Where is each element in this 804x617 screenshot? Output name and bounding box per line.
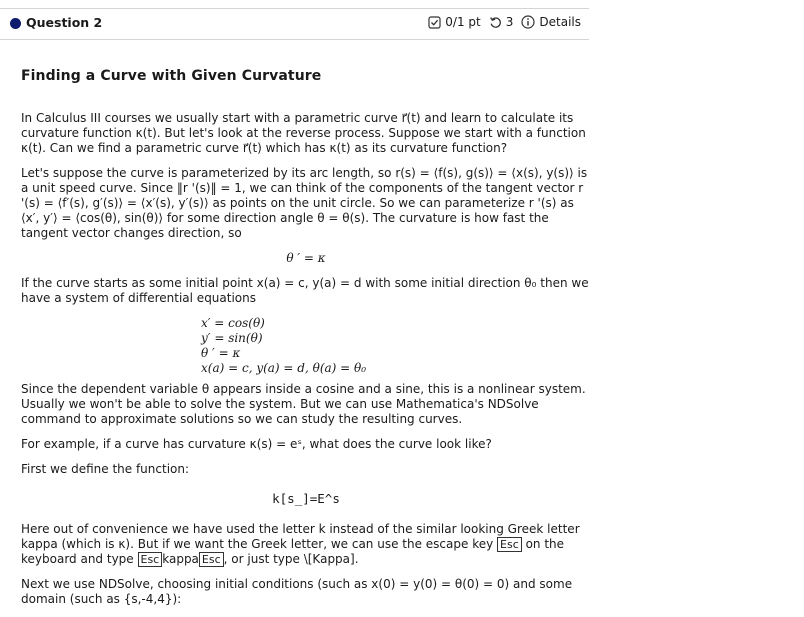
attempts-count: 3 [505,15,514,29]
question-header [0,8,589,40]
retry-icon[interactable] [489,16,502,29]
question-body [21,60,591,617]
kappa-word: kappa [162,552,199,566]
esc-key: Esc [497,537,522,552]
code-snippet: k[s_]=E^s [272,491,340,506]
arc-length-paragraph: Let's suppose the curve is parameterized by its arc length, so r(s) = ⟨f(s), g(s)⟩ = ⟨x(s), y(s)⟩ is a unit speed curve. Since ‖r '(s)‖ = 1, we can think of the components of the tangent vector r '(s) = ⟨f′(s), g′(s)⟩ = ⟨x′(s), y′(s)⟩ as points on the unit circle. So we can parameterize r '(s) as ⟨x′, y′⟩ = ⟨cos(θ), sin(θ)⟩ for some direction angle θ = θ(s). The curvature is how fast the tangent vector changes direction, so [21,166,588,240]
question-label: Question 2 [26,15,103,30]
info-icon[interactable] [521,15,535,29]
score-text: 0/1 pt [445,15,481,29]
score-check-icon [428,16,441,29]
differential-system [201,316,591,376]
initial-conditions-paragraph: If the curve starts as some initial point x(a) = c, y(a) = d with some initial direction θ₀ then we have a system of differential equations [21,276,589,305]
question-status-dot [10,18,21,29]
system-line: y′ = sin(θ) [201,331,263,345]
theta-equation: θ ′ = κ [286,251,326,265]
intro-paragraph: In Calculus III courses we usually start with a parametric curve r⃗(t) and learn to calculate its curvature function κ(t). But let's look at the reverse process. Suppose we start with a function κ(t). Can we find a parametric curve r⃗(t) which has κ(t) as its curvature function? [21,111,586,155]
system-line: x′ = cos(θ) [201,316,265,330]
example-paragraph: For example, if a curve has curvature κ(s) = eˢ, what does the curve look like? [21,437,492,451]
kappa-paragraph [21,522,591,567]
question-meta [428,15,581,29]
system-line: x(a) = c, y(a) = d, θ(a) = θ₀ [201,361,367,375]
nonlinear-paragraph: Since the dependent variable θ appears inside a cosine and a sine, this is a nonlinear system. Usually we won't be able to solve the system. But we can use Mathematica's NDSolve command to approximate solutions so we can study the resulting curves. [21,382,586,426]
kappa-text-c: , or just type \[Kappa]. [223,552,359,566]
kappa-text-a: Here out of convenience we have used the letter k instead of the similar looking Greek letter kappa (which is κ). But if we want the Greek letter, we can use the escape key [21,522,580,551]
system-line: θ ′ = κ [201,346,241,360]
details-link[interactable]: Details [539,15,581,29]
question-title: Finding a Curve with Given Curvature [21,68,322,84]
define-function-paragraph: First we define the function: [21,462,190,476]
esc-key: Esc [199,552,224,567]
esc-key: Esc [138,552,163,567]
kappa-text-b: on the keyboard and type [21,537,565,566]
ndsolve-paragraph: Next we use NDSolve, choosing initial conditions (such as x(0) = y(0) = θ(0) = 0) and some domain (such as {s,-4,4}): [21,577,573,606]
